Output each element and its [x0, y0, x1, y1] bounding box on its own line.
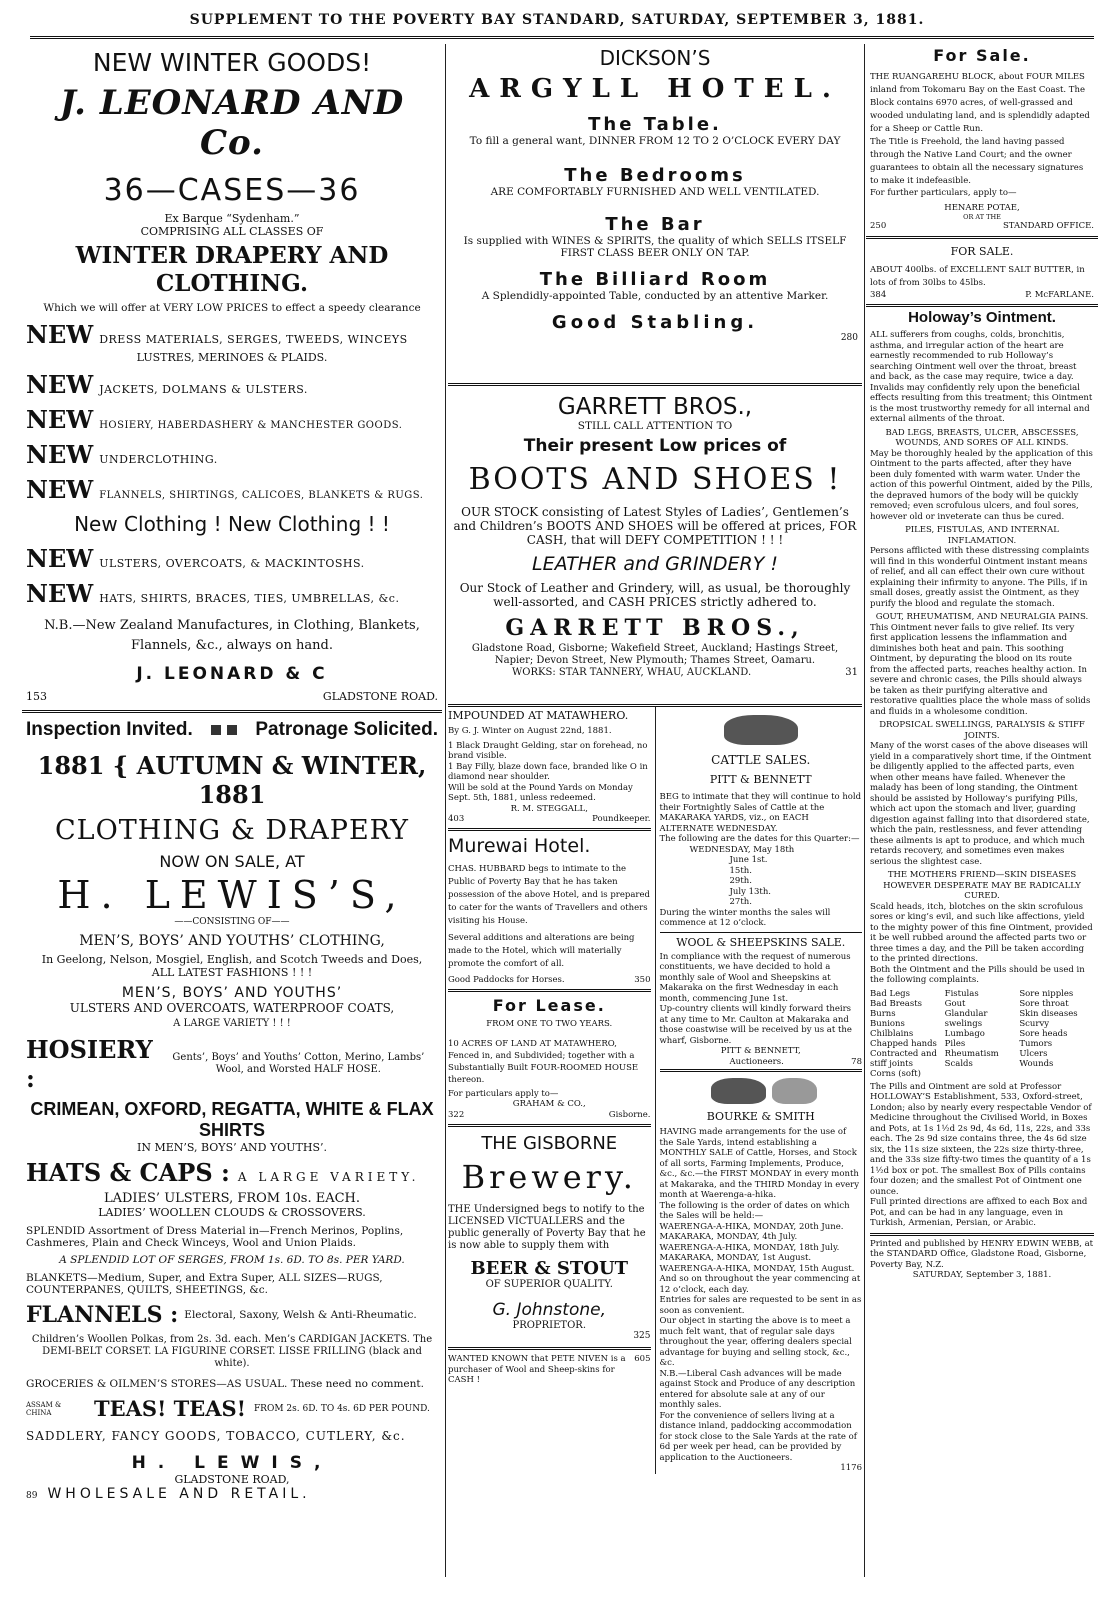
inspection-invited: Inspection Invited.	[26, 719, 193, 740]
bourke-date: WAERENGA-A-HIKA, MONDAY, 20th June.	[659, 1221, 844, 1232]
cattle-text-2: The following are the dates for this Quarter:—	[659, 834, 860, 844]
garrett-works: WORKS: STAR TANNERY, WHAU, AUCKLAND.	[512, 667, 752, 678]
garrett-ad	[448, 386, 862, 707]
ailment-item: Chapped hands	[870, 1038, 937, 1049]
holloway-sub-5: THE MOTHERS FRIEND—SKIN DISEASES HOWEVER DESPERATE MAY BE RADICALLY CURED.	[883, 870, 1081, 901]
ornament-icon	[208, 719, 240, 741]
argyll-hotel: ARGYLL HOTEL.	[469, 74, 841, 104]
bourke-dates	[660, 1222, 863, 1275]
ad-number: 384	[870, 289, 887, 300]
wool-role: Auctioneers.	[729, 1056, 784, 1067]
leonard-headline: NEW WINTER GOODS!	[92, 48, 372, 77]
garrett-stock: OUR STOCK consisting of Latest Styles of Ladies’, Gentlemen’s and Children’s BOOTS AND SHOES will be offered at prices, FOR CASH, that will DEFY COMPETITION ! ! !	[453, 505, 857, 547]
leonard-new-7	[26, 579, 438, 608]
forsale-office: STANDARD OFFICE.	[1002, 221, 1094, 231]
impound-ad	[448, 709, 651, 831]
garrett-works-row	[452, 667, 858, 678]
new-text: ULSTERS, OVERCOATS, & MACKINTOSHS.	[99, 557, 365, 570]
ailment-item: Sore nipples	[1019, 988, 1074, 999]
new-text: JACKETS, DOLMANS & ULSTERS.	[99, 383, 308, 396]
new-label: NEW	[26, 370, 94, 399]
leonard-firm: J. LEONARD AND Co.	[59, 83, 405, 163]
forsale-text-1: THE RUANGAREHU BLOCK, about FOUR MILES inland from Tokomaru Bay on the East Coast. The Block contains 6970 acres, of well-grassed and wooded undulating land, and is splendidly adapted for a Sheep or Cattle Run.	[870, 72, 1090, 134]
cattle-date: June 1st.	[729, 855, 768, 865]
ad-number: 31	[845, 667, 858, 678]
salt-signature: P. McFARLANE.	[1025, 289, 1094, 300]
leonard-new-1b: LUSTRES, MERINOES & PLAIDS.	[136, 351, 328, 364]
lewis-header	[26, 719, 438, 741]
ailment-item: Scurvy	[1019, 1018, 1050, 1029]
leonard-new-3	[26, 405, 438, 434]
lewis-shirts-2: IN MEN’S, BOYS’ AND YOUTHS’.	[136, 1141, 327, 1154]
lewis-mens-boys: MEN’S, BOYS’ AND YOUTHS’ CLOTHING,	[79, 933, 385, 949]
ailment-item: Gout	[944, 998, 966, 1009]
cattle-date: 27th.	[729, 897, 752, 907]
garrett-low-prices: Their present Low prices of	[523, 436, 787, 456]
cattle-date: WEDNESDAY, May 18th	[689, 844, 795, 855]
garrett-leather-text: Our Stock of Leather and Grindery, will, as usual, be thoroughly well-assorted, and CASH PRICES strictly adhered to.	[459, 581, 851, 609]
cattle-heading: CATTLE SALES.	[711, 753, 811, 767]
lewis-splendid: SPLENDID Assortment of Dress Material in—French Merinos, Poplins, Cashmeres, Plain and Check Winceys, Wool and Union Plaids.	[26, 1225, 404, 1249]
lewis-saddlery: SADDLERY, FANCY GOODS, TOBACCO, CUTLERY, &c.	[26, 1429, 406, 1443]
impound-item-1: 1 Black Draught Gelding, star on forehead, no brand visible.	[448, 740, 648, 761]
ad-number: 325	[633, 1331, 651, 1341]
ailment-item: Bad Breasts	[870, 998, 923, 1009]
leonard-new-6	[26, 544, 438, 573]
teas-price: FROM 2s. 6D. TO 4s. 6D PER POUND.	[253, 1403, 430, 1414]
holloway-text-2: May be thoroughly healed by the application of this Ointment to the parts affected, after they have been duly fomented with warm water. Under the action of this powerful Ointment, aided by the Pills, the depraved humors of the body will be quickly removed; even scrofulous ulcers, and foul sores, however old or inveterate can thus be cured.	[870, 448, 1093, 522]
lewis-blankets: BLANKETS—Medium, Super, and Extra Super, ALL SIZES—RUGS, COUNTERPANES, QUILTS, SHEETINGS, &c.	[26, 1272, 383, 1296]
murewai-ad	[448, 831, 651, 993]
salt-text: ABOUT 400lbs. of EXCELLENT SALT BUTTER, in lots of from 30lbs to 45lbs.	[870, 264, 1085, 288]
lewis-wholesale-row	[26, 1486, 438, 1502]
ailment-item: Bunions	[870, 1018, 905, 1029]
patronage-solicited: Patronage Solicited.	[255, 719, 438, 740]
wool-text-2: Up-country clients will kindly forward theirs at any time to Mr. Caulton at Makaraka and those coastwise will be received by us at the wharf, Gisborne.	[659, 1004, 852, 1046]
lewis-clothing-drapery: CLOTHING & DRAPERY	[54, 815, 409, 846]
assam-text: ASSAM & CHINA	[26, 1400, 62, 1417]
brewery-the-gisborne: THE GISBORNE	[481, 1133, 618, 1154]
argyll-billiard-text: A Splendidly-appointed Table, conducted by an attentive Marker.	[481, 290, 829, 302]
holloway-text-7: Both the Ointment and the Pills should be used in the following complaints.	[870, 964, 1085, 985]
ad-number: 403	[448, 814, 465, 824]
garrett-name: GARRETT BROS.,	[557, 394, 753, 420]
wool-footer	[660, 1057, 863, 1073]
salt-heading: FOR SALE.	[950, 244, 1014, 258]
lease-text: 10 ACRES OF LAND AT MATAWHERO, Fenced in, and Subdivided; together with a Substantially Built FOUR-ROOMED HOUSE thereon.	[448, 1038, 639, 1085]
forsale-footer	[870, 221, 1094, 232]
argyll-table: The Table.	[588, 114, 722, 135]
holloway-text-6: Scald heads, itch, blotches on the skin scrofulous sores or king’s evil, and such like affections, yield to the mighty power of this fine Ointment, provided it be well rubbed around the affected parts two or three times a day, and the Pill be taken according to the printed directions.	[870, 901, 1093, 964]
cattle-date: 15th.	[729, 865, 752, 876]
lewis-now-on-sale: NOW ON SALE, AT	[159, 852, 305, 871]
cattle-dates	[690, 845, 863, 908]
bourke-text-4: Entries for sales are requested to be sent in as soon as convenient.	[659, 1295, 862, 1316]
new-text: UNDERCLOTHING.	[99, 453, 218, 466]
leonard-new-1	[26, 320, 438, 349]
lewis-shirts: CRIMEAN, OXFORD, REGATTA, WHITE & FLAX SHIRTS	[30, 1099, 434, 1140]
garrett-attention: STILL CALL ATTENTION TO	[577, 420, 733, 432]
leonard-cases: 36—CASES—36	[103, 173, 361, 208]
ailment-item: Piles	[944, 1038, 966, 1049]
bourke-text-2: The following is the order of dates on which the Sales will be held:—	[659, 1200, 850, 1221]
lewis-season: 1881 { AUTUMN & WINTER, 1881	[37, 751, 427, 809]
leonard-offer: Which we will offer at VERY LOW PRICES to effect a speedy clearance	[43, 302, 421, 314]
ad-number: 78	[851, 1056, 862, 1067]
lease-term: FROM ONE TO TWO YEARS.	[486, 1019, 613, 1029]
ad-number: 280	[840, 333, 858, 343]
new-text: DRESS MATERIALS, SERGES, TWEEDS, WINCEYS	[99, 333, 408, 346]
leonard-new-5	[26, 475, 438, 504]
leonard-footer	[26, 690, 438, 703]
lewis-ladies-ulsters: LADIES’ ULSTERS, FROM 10s. EACH.	[103, 1191, 361, 1206]
bourke-date: WAERENGA-A-HIKA, MONDAY, 18th July.	[659, 1242, 840, 1253]
lease-apply: For particulars apply to—	[448, 1088, 559, 1099]
middle-subcolumns	[448, 707, 862, 1474]
holloway-sub-2: PILES, FISTULAS, AND INTERNAL INFLAMATION.	[905, 525, 1059, 546]
lewis-children: Children’s Woollen Polkas, from 2s. 3d. each. Men’s CARDIGAN JACKETS. The DEMI-BELT CORSET. LA FIGURINE CORSET. LISSE FRILLING (black and white).	[31, 1334, 433, 1369]
impound-heading: IMPOUNDED AT MATAWHERO.	[448, 709, 629, 722]
column-middle	[448, 44, 862, 1579]
garrett-name-2: GARRETT BROS.,	[505, 615, 805, 641]
salt-ad	[866, 239, 1098, 308]
cow-icon	[660, 709, 863, 749]
impound-by: By G. J. Winter on August 22nd, 1881.	[448, 726, 612, 736]
garrett-boots-shoes: BOOTS AND SHOES !	[468, 462, 842, 497]
forsale-signature: HENARE POTAE,	[944, 202, 1020, 213]
leonard-signature: J. LEONARD & C	[136, 664, 328, 684]
holloway-text-8: The Pills and Ointment are sold at Professor HOLLOWAY’S Establishment, 533, Oxford-street, London; also by nearly every respectable Vendor of Medicine throughout the Civilised World, in Boxes and Pots, at 1s 1½d 2s 9d, 4s 6d, 11s, 22s, and 33s each. The 2s 9d size contains three, the 4s 6d size six, the 11s size sixteen, the 22s size thirty-three, and the 33s size fifty-two times the quantity of a 1s 1½d box or pot. The smallest Box of Pills contains four dozen; and the smallest Pot of Ointment one ounce.	[870, 1081, 1092, 1197]
new-label: NEW	[26, 475, 94, 504]
ad-number: 153	[26, 690, 47, 703]
holloway-heading: Holoway’s Ointment.	[908, 309, 1056, 326]
ailment-item: Scalds	[944, 1058, 973, 1069]
wool-text-1: In compliance with the request of numerous constituents, we have decided to hold a monthly sale of Wool and Sheepskins at Makaraka on the first Wednesday in each month, commencing June 1st.	[659, 951, 851, 1004]
argyll-bedrooms-text: ARE COMFORTABLY FURNISHED AND WELL VENTILATED.	[490, 186, 820, 198]
bourke-date: MAKARAKA, MONDAY, 1st August.	[659, 1253, 812, 1263]
lewis-teas	[26, 1396, 438, 1421]
impound-sale: Will be sold at the Pound Yards on Monday Sept. 5th, 1881, unless redeemed.	[448, 782, 633, 803]
cattle-text-3: During the winter months the sales will commence at 12 o’clock.	[659, 907, 831, 928]
forsale-text-3: For further particulars, apply to—	[870, 188, 1017, 198]
column-rule	[864, 44, 865, 1577]
hosiery-label: HOSIERY :	[26, 1035, 153, 1093]
murewai-text-2: Several additions and alterations are being made to the Hotel, which will materially promote the comfort of all.	[448, 932, 635, 969]
new-label: NEW	[26, 320, 94, 349]
lewis-flannels	[26, 1302, 438, 1328]
ailment-item: Corns (soft)	[870, 1068, 921, 1079]
lease-ad	[448, 992, 651, 1127]
ailment-item: Burns	[870, 1008, 896, 1019]
murewai-heading: Murewai Hotel.	[448, 834, 591, 857]
argyll-table-text: To fill a general want, DINNER FROM 12 TO 2 O’CLOCK EVERY DAY	[469, 135, 841, 147]
lewis-ad	[22, 713, 442, 1506]
lewis-geelong: In Geelong, Nelson, Mosgiel, English, and Scotch Tweeds and Does,	[41, 953, 423, 966]
column-left	[22, 44, 442, 1579]
ailment-item: Sore throat	[1019, 998, 1069, 1009]
hats-text: A LARGE VARIETY.	[237, 1170, 420, 1184]
lewis-consisting: ——CONSISTING OF——	[174, 917, 290, 927]
brewery-role: PROPRIETOR.	[512, 1320, 587, 1331]
masthead: SUPPLEMENT TO THE POVERTY BAY STANDARD, SATURDAY, SEPTEMBER 3, 1881.	[189, 12, 925, 28]
lewis-groceries: GROCERIES & OILMEN’S STORES—AS USUAL. These need no comment.	[26, 1378, 424, 1390]
lewis-large-variety: A LARGE VARIETY ! ! !	[173, 1018, 291, 1029]
new-label: NEW	[26, 440, 94, 469]
argyll-bar-text-2: FIRST CLASS BEER ONLY ON TAP.	[560, 247, 750, 259]
leonard-new-2	[26, 370, 438, 399]
impound-role: Poundkeeper.	[592, 814, 651, 824]
bourke-text-1: HAVING made arrangements for the use of the Sale Yards, intend establishing a MONTHLY SALE of Cattle, Horses, and Stock of all sorts, Farming Implements, Produce, &c., &c.—the FIRST MONDAY in every month at Makaraka, and the THIRD Monday in every month at Waerenga-a-hika.	[659, 1127, 860, 1200]
hats-label: HATS & CAPS :	[26, 1158, 230, 1187]
leonard-ad	[22, 44, 442, 713]
ailment-item: Contracted and stiff joints	[870, 1048, 937, 1069]
new-text: FLANNELS, SHIRTINGS, CALICOES, BLANKETS & RUGS.	[99, 490, 424, 501]
wanted-text: WANTED KNOWN that PETE NIVEN is a purchaser of Wool and Sheep-skins for CASH !	[448, 1354, 626, 1385]
lewis-fashions: ALL LATEST FASHIONS ! ! !	[151, 966, 313, 979]
lewis-ladies-clouds: LADIES’ WOOLLEN CLOUDS & CROSSOVERS.	[98, 1206, 366, 1219]
ailment-item: Sore heads	[1019, 1028, 1068, 1039]
masthead-rule	[30, 36, 1094, 39]
ailment-item: Chilblains	[870, 1028, 914, 1039]
argyll-bar: The Bar	[605, 214, 705, 235]
holloway-text-3: Persons afflicted with these distressing complaints will find in this wonderful Ointment instant means of relief, and all can effect their own cure without explaining their infirmity to anyone. The Pills, if in small doses, greatly assist the Ointment, as they purify the blood and regulate the stomach.	[870, 546, 1090, 609]
holloway-text-9: Full printed directions are affixed to each Box and Pot, and can be had in any language, even in Turkish, Armenian, Persian, or Arabic.	[870, 1197, 1088, 1228]
lewis-hosiery	[26, 1035, 438, 1093]
teas-label: TEAS! TEAS!	[94, 1396, 246, 1421]
ailment-item: Ulcers	[1019, 1048, 1048, 1059]
ailment-item: Rheumatism	[944, 1048, 999, 1059]
cattle-date: 29th.	[729, 876, 752, 886]
cattle-date: July 13th.	[729, 886, 772, 897]
holloway-ad	[866, 307, 1098, 1283]
ad-number: 250	[870, 221, 887, 231]
middle-left-subcolumn	[448, 707, 656, 1474]
lease-signature: GRAHAM & CO.,	[512, 1099, 586, 1109]
hosiery-text: Gents’, Boys’ and Youths’ Cotton, Merino, Lambs’ Wool, and Worsted HALF HOSE.	[172, 1052, 425, 1075]
flannels-text: Electoral, Saxony, Welsh & Anti-Rheumatic.	[184, 1309, 417, 1321]
forsale-text-2: The Title is Freehold, the land having passed through the Native Land Court; and the owner guarantees to obtain all the necessary signatures to make it indefeasible.	[870, 137, 1084, 186]
lewis-serges: A SPLENDID LOT OF SERGES, FROM 1s. 6D. TO 8s. PER YARD.	[59, 1254, 405, 1266]
wool-signature: PITT & BENNETT,	[720, 1046, 801, 1056]
ad-address: GLADSTONE ROAD.	[322, 690, 438, 703]
brewery-beer-stout: BEER & STOUT	[470, 1258, 629, 1279]
brewery-text: THE Undersigned begs to notify to the LICENSED VICTUALLERS and the public generally of Poverty Bay that he is now able to supply them with	[448, 1204, 646, 1251]
brewery-signature: G. Johnstone,	[492, 1300, 606, 1320]
holloway-sub-3: GOUT, RHEUMATISM, AND NEURALGIA PAINS.	[875, 612, 1089, 622]
lease-place: Gisborne.	[608, 1109, 651, 1120]
brewery-heading: Brewery.	[461, 1158, 637, 1196]
lewis-name: H. LEWIS’S,	[57, 873, 407, 917]
murewai-paddocks: Good Paddocks for Horses.	[448, 974, 565, 985]
ad-number: 605	[634, 1354, 651, 1364]
flannels-label: FLANNELS :	[26, 1302, 179, 1328]
lewis-wholesale: WHOLESALE AND RETAIL.	[47, 1486, 311, 1502]
bourke-firm: BOURKE & SMITH	[706, 1110, 815, 1123]
holloway-sub-1: BAD LEGS, BREASTS, ULCER, ABSCESSES, WOUNDS, AND SORES OF ALL KINDS.	[885, 427, 1079, 448]
ad-number: 322	[448, 1109, 465, 1120]
cattle-text-1: BEG to intimate that they will continue to hold their Fortnightly Sales of Cattle at the MAKARAKA YARDS, viz., on EACH ALTERNATE WEDNESDAY.	[659, 792, 862, 834]
column-right	[866, 44, 1098, 1579]
ailment-item: Glandular swelings	[944, 1008, 988, 1029]
new-label: NEW	[26, 579, 94, 608]
ailment-item: Lumbago	[944, 1028, 985, 1039]
bourke-text-7: For the convenience of sellers living at a distance inland, paddocking accommodation for stock close to the Sale Yards at the rate of 6d per week per head, can be provided by application to the Auctioneers.	[659, 1410, 857, 1463]
leonard-ex: Ex Barque “Sydenham.”	[164, 212, 300, 225]
garrett-leather: LEATHER and GRINDERY !	[532, 553, 778, 575]
ad-number: 350	[634, 974, 651, 985]
imprint: Printed and published by HENRY EDWIN WEBB, at the STANDARD Office, Gladstone Road, Gisborne, Poverty Bay, N.Z.	[870, 1238, 1094, 1270]
garrett-address: Gladstone Road, Gisborne; Wakefield Street, Auckland; Hastings Street, Napier; Devon Street, New Plymouth; Thames Street, Oamaru.	[471, 643, 839, 666]
new-label: NEW	[26, 544, 94, 573]
ailment-item: Bad Legs	[870, 988, 910, 999]
salt-footer	[870, 290, 1094, 301]
ailment-item: Wounds	[1019, 1058, 1054, 1069]
column-rule	[445, 44, 446, 1577]
argyll-billiard: The Billiard Room	[539, 269, 771, 290]
bourke-text-5: Our object in starting the above is to meet a much felt want, that of regular sale days throughout the year, offering dealers special advantage for buying and selling stock, &c., &c.	[659, 1316, 852, 1368]
argyll-dickson: DICKSON’S	[599, 46, 711, 70]
ailment-item: Tumors	[1019, 1038, 1053, 1049]
forsale-ad	[866, 44, 1098, 239]
lewis-signature: H. LEWIS,	[131, 1453, 333, 1473]
forsale-or: OR AT THE	[963, 213, 1001, 221]
leonard-nb: N.B.—New Zealand Manufactures, in Clothing, Blankets, Flannels, &c., always on hand.	[44, 618, 420, 653]
wanted-ad	[448, 1350, 651, 1386]
new-text: HATS, SHIRTS, BRACES, TIES, UMBRELLAS, &c.	[99, 592, 400, 605]
impound-item-2: 1 Bay Filly, blaze down face, branded like O in diamond near shoulder.	[448, 761, 648, 782]
leonard-winter: WINTER DRAPERY AND CLOTHING.	[75, 242, 389, 297]
lease-heading: For Lease.	[492, 996, 606, 1015]
leonard-new-clothing: New Clothing ! New Clothing ! !	[74, 512, 390, 536]
ailments-column	[870, 989, 945, 1079]
brewery-quality: OF SUPERIOR QUALITY.	[485, 1279, 613, 1290]
middle-right-subcolumn	[656, 707, 863, 1474]
livestock-icon	[660, 1072, 863, 1108]
wool-heading: WOOL & SHEEPSKINS SALE.	[676, 935, 846, 949]
ailments-column	[945, 989, 1020, 1079]
bourke-text-6: N.B.—Liberal Cash advances will be made against Stock and Produce of any description entered for absolute sale at any of our monthly sales.	[659, 1368, 856, 1410]
holloway-text-5: Many of the worst cases of the above diseases will yield in a comparatively short time, if the Ointment be diligently applied to the affected parts, even when other means have failed. Whenever the malady has been of long standing, the Ointment should be assisted by Holloway’s purifying Pills, which act upon the stomach and liver, guarding digestion against falling into that disordered state, which the pain, restlessness, and fever attending these ailments is apt to produce, and which much retards recovery, and sometimes even makes serious the slightest case.	[870, 741, 1092, 867]
holloway-sub-4: DROPSICAL SWELLINGS, PARALYSIS & STIFF JOINTS.	[879, 720, 1085, 741]
cattle-firm: PITT & BENNETT	[709, 773, 812, 786]
murewai-footer	[448, 975, 651, 986]
ad-number: 89	[26, 1491, 38, 1501]
argyll-bar-text: Is supplied with WINES & SPIRITS, the quality of which SELLS ITSELF	[463, 235, 847, 247]
leonard-new-4	[26, 440, 438, 469]
forsale-heading: For Sale.	[933, 46, 1031, 65]
bourke-date: WAERENGA-A-HIKA, MONDAY, 15th August.	[659, 1263, 855, 1274]
brewery-ad	[448, 1127, 651, 1350]
lease-footer	[448, 1110, 651, 1121]
ailment-item: Skin diseases	[1019, 1008, 1078, 1019]
murewai-text-1: CHAS. HUBBARD begs to intimate to the Public of Poverty Bay that he has taken possession of the above Hotel, and is prepared to cater for the wants of Travellers and others visiting his House.	[448, 863, 650, 926]
bourke-date: MAKARAKA, MONDAY, 4th July.	[659, 1232, 798, 1242]
ad-number: 1176	[840, 1463, 862, 1473]
lewis-mens-boys-2: MEN’S, BOYS’ AND YOUTHS’	[121, 985, 343, 1001]
leonard-comprising: COMPRISING ALL CLASSES OF	[140, 225, 324, 238]
ailments-column	[1019, 989, 1094, 1079]
impound-footer	[448, 814, 651, 825]
bourke-text-3: And so on throughout the year commencing at 12 o’clock, each day.	[659, 1274, 861, 1295]
argyll-stabling: Good Stabling.	[551, 312, 759, 333]
holloway-text-1: ALL sufferers from coughs, colds, bronchitis, asthma, and irregular action of the heart are earnestly recommended to rub Holloway’s searching Ointment well over the throat, breast and back, as the case may require, twice a day. Invalids may confidently rely upon the beneficial effects resulting from this treatment; this Ointment is the most trustworthy remedy for all internal and external ailments of the throat.	[870, 330, 1093, 424]
holloway-ailments	[870, 989, 1094, 1079]
imprint-date: SATURDAY, September 3, 1881.	[912, 1270, 1052, 1280]
lewis-ulsters: ULSTERS AND OVERCOATS, WATERPROOF COATS,	[69, 1001, 395, 1015]
argyll-bedrooms: The Bedrooms	[564, 165, 746, 186]
lewis-hats	[26, 1158, 438, 1187]
new-label: NEW	[26, 405, 94, 434]
ailment-item: Fistulas	[944, 988, 979, 999]
argyll-ad	[448, 44, 862, 386]
holloway-text-4: This Ointment never fails to give relief. Its very first application lessens the inflammation and diminishes both heat and pain. This soothing Ointment, by depurating the blood on its route from the affected parts, reaches healthy action. In severe and chronic cases, the Pills should always be taken as their purifying alterative and restorative qualities place the whole mass of solids and fluids in a wholesome condition.	[870, 622, 1091, 717]
lewis-address: GLADSTONE ROAD,	[174, 1473, 290, 1486]
new-text: HOSIERY, HABERDASHERY & MANCHESTER GOODS.	[99, 420, 403, 431]
impound-signature: R. M. STEGGALL,	[510, 803, 588, 814]
